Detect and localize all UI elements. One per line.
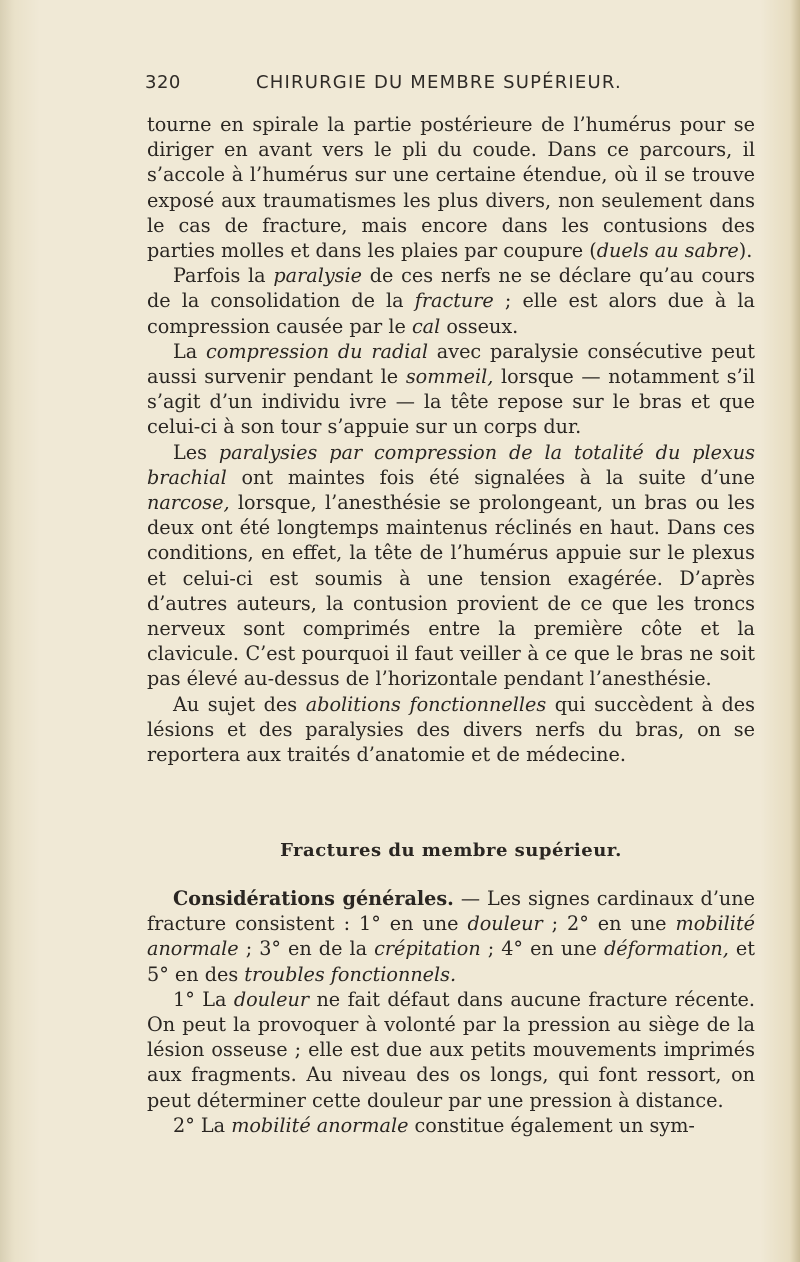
paragraph [147,987,755,1113]
body-text-upper [147,112,755,767]
italic-text: douleur [467,912,543,936]
text-run: tourne en spirale la partie postérieure de l’humérus pour se diriger en avant vers le pli du coude. Dans ce parcours, il s’accole à l’humérus sur une certaine étendue, où il se trouve exposé aux traumatismes les plus divers, non seulement dans le cas de fracture, mais encore dans les contusions des parties molles et dans les plaies par coupure ( [147,113,755,263]
paragraph [147,112,755,263]
paragraph [147,886,755,987]
text-run: de ces nerfs ne se déclare qu’au cours de la consolidation de la [147,264,755,313]
running-header [145,72,755,102]
italic-text: déformation, [603,937,729,961]
text-run: osseux. [440,314,519,338]
italic-text: mobilité anormale [231,1113,409,1137]
italic-text: sommeil, [405,365,494,389]
paragraph [147,440,755,692]
italic-text: douleur [233,987,310,1011]
italic-text: mobilité anormale [147,912,756,961]
text-run: constitue également un sym- [408,1113,695,1137]
text-run: La [173,339,207,363]
text-run: Parfois la [173,264,274,288]
text-run: ). [738,239,753,263]
paragraph [147,1113,755,1138]
text-run: ; 4° en une [480,937,604,961]
text-run: ; 2° en une [542,912,676,936]
text-run: 1° La [173,987,234,1011]
paragraph [147,692,755,768]
text-run: ; elle est alors due à la compression causée par le [147,289,755,338]
text-run: lorsque, l’anesthésie se prolongeant, un bras ou les deux ont été longtemps maintenus réclinés en haut. Dans ces conditions, en effet, la tête de l’humérus appuie sur le plexus et celui-ci est soumis à une tension exagérée. D’après d’autres auteurs, la contusion provient de ce que les troncs nerveux sont comprimés entre la première côte et la clavicule. C’est pourquoi il faut veiller à ce que le bras ne soit pas élevé au-dessus de l’horizontale pendant l’anesthésie. [147,491,755,691]
body-text-lower [147,886,755,1138]
italic-text: abolitions fonctionnelles [305,692,547,716]
italic-text: paralysies par compression de la totalité du plexus brachial [147,440,756,489]
text-run: Au sujet des [173,692,306,716]
text-run: 2° La [173,1113,232,1137]
italic-text: paralysie [273,264,363,288]
italic-text: cal [411,314,441,338]
text-run: et 5° en des [147,937,755,986]
text-run: Les [173,440,219,464]
bold-lead: Considérations générales. [173,887,454,910]
text-run: ; 3° en de la [238,937,375,961]
paragraph [147,339,755,440]
italic-text: duels au sabre [596,239,739,263]
text-run: qui succèdent à des lésions et des paralysies des divers nerfs du bras, on se reportera aux traités d’anatomie et de médecine. [147,692,756,767]
italic-text: crépitation [374,937,481,961]
italic-text: compression du radial [206,339,428,363]
italic-text: fracture [414,289,494,313]
italic-text: troubles fonctionnels. [244,962,457,986]
text-run: lorsque — notamment s’il s’agit d’un individu ivre — la tête repose sur le bras et que celui-ci à son tour s’appuie sur un corps dur. [147,365,755,439]
text-run: — Les signes cardinaux d’une fracture consistent : 1° en une [147,887,755,936]
text-run: ont maintes fois été signalées à la suite d’une [226,465,755,489]
paragraph [147,263,755,339]
italic-text: narcose, [147,491,230,515]
running-title: CHIRURGIE DU MEMBRE SUPÉRIEUR. [256,72,622,93]
page-number: 320 [145,72,181,93]
text-run: avec paralysie consécutive peut aussi survenir pendant le [147,339,756,389]
section-title: Fractures du membre supérieur. [280,840,622,861]
text-run: ne fait défaut dans aucune fracture récente. On peut la provoquer à volonté par la pression au siège de la lésion osseuse ; elle est due aux petits mouvements imprimés aux fragments. Au niveau des os longs, qui font ressort, on peut déterminer cette douleur par une pression à distance. [147,987,755,1112]
